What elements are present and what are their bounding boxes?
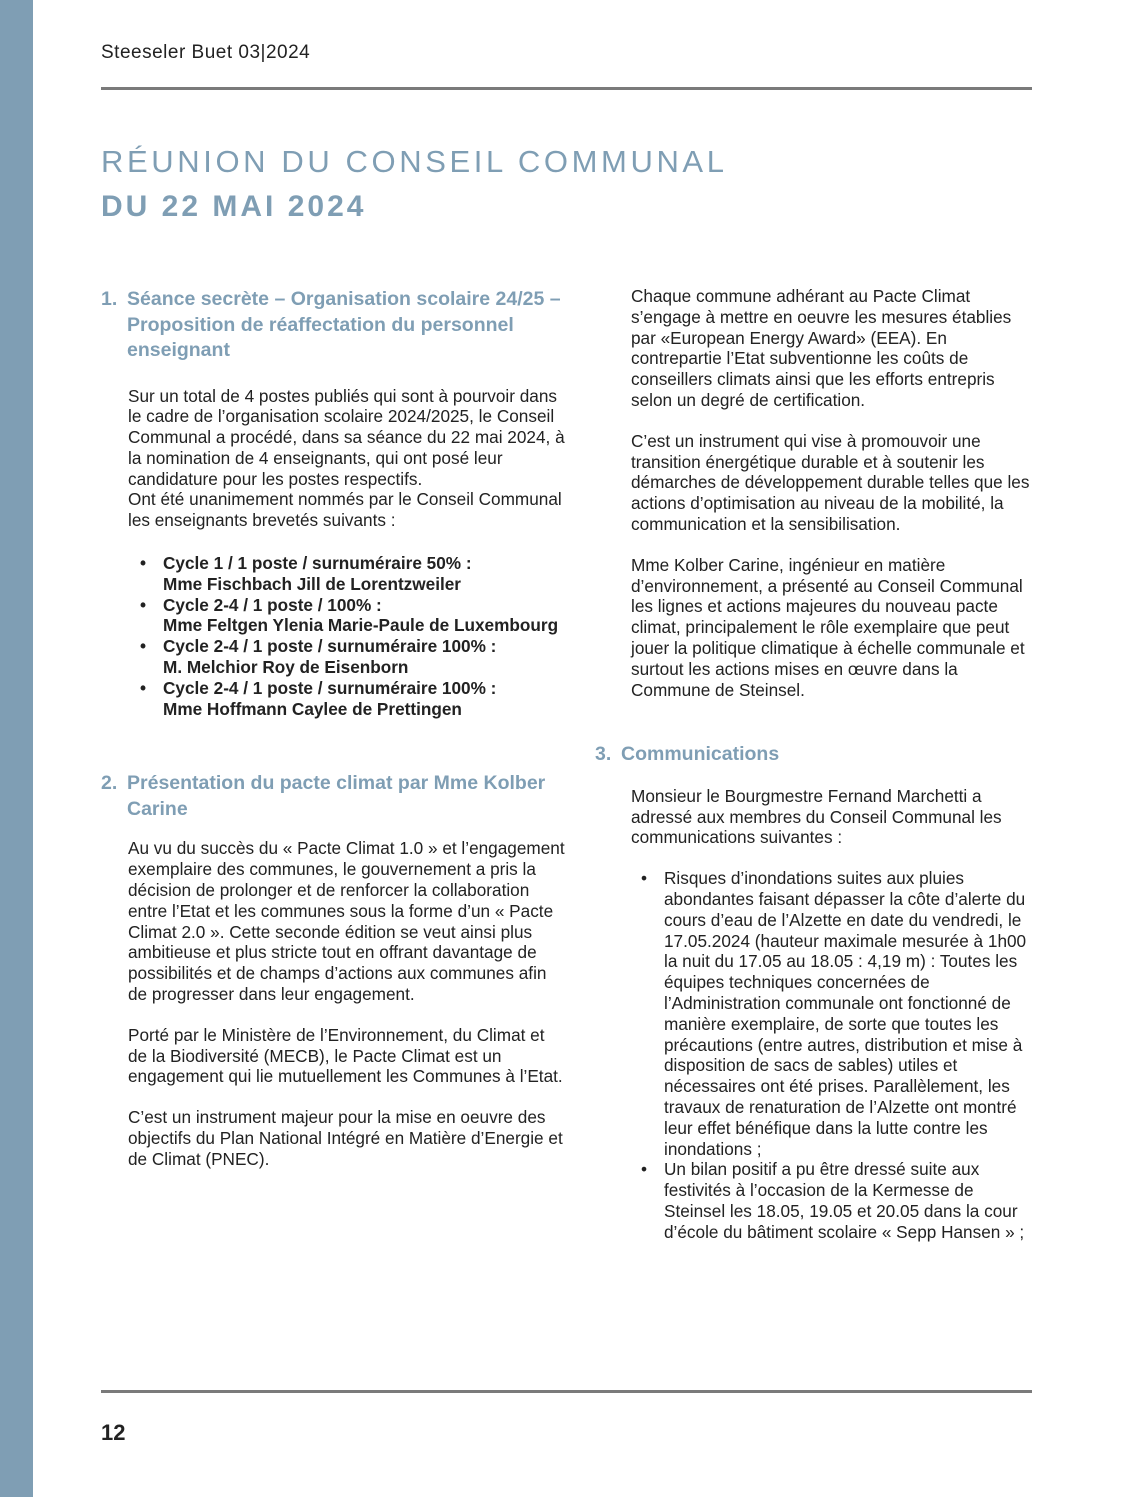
section2-paragraph: C’est un instrument majeur pour la mise en oeuvre des objectifs du Plan National Intégré en Matière d’Energie et de Climat (PNEC).	[128, 1107, 563, 1169]
list-item	[137, 678, 566, 720]
nomination-person: Mme Feltgen Ylenia Marie-Paule de Luxembourg	[163, 615, 559, 636]
section2-paragraph: Mme Kolber Carine, ingénieur en matière d’environnement, a présenté au Conseil Communal les lignes et actions majeures du nouveau pacte climat, principalement le rôle exemplaire que peut jouer la politique climatique à échelle communale et surtout les actions mises en œuvre dans la Commune de Steinsel.	[631, 554, 1025, 700]
section3-intro: Monsieur le Bourgmestre Fernand Marchetti a adressé aux membres du Conseil Communal les communications suivantes :	[631, 785, 1002, 848]
section1-heading	[101, 287, 566, 364]
section2-paragraph: Chaque commune adhérant au Pacte Climat s’engage à mettre en oeuvre les mesures établies par «European Energy Award» (EEA). En contrepartie l’Etat subventionne les coûts de conseillers climats ainsi que les efforts entrepris selon un degré de certification.	[631, 286, 1012, 410]
nomination-post: • Cycle 2-4 / 1 poste / surnuméraire 100% :	[163, 677, 497, 698]
section3-number: 3.	[595, 743, 612, 766]
list-item: • Un bilan positif a pu être dressé suite aux festivités à l’occasion de la Kermesse de Steinsel les 18.05, 19.05 et 20.05 dans la cour d’école du bâtiment scolaire « Sepp Hansen » ;	[638, 1159, 1035, 1242]
section3-heading	[595, 742, 1035, 768]
page-title-line1: RÉUNION DU CONSEIL COMMUNAL	[101, 144, 728, 179]
page-number: 12	[101, 1420, 126, 1445]
nomination-person: Mme Fischbach Jill de Lorentzweiler	[163, 573, 461, 594]
page-title-line2: DU 22 MAI 2024	[101, 190, 367, 223]
list-item: • Risques d’inondations suites aux pluies abondantes faisant dépasser la côte d’alerte du cours d’eau de l’Alzette en date du vendredi, le 17.05.2024 (hauteur maximale mesurée à 1h00 la nuit du 17.05 au 18.05 : 4,19 m) : Toutes les équipes techniques concernées de l’Administration communale ont fonctionné de manière exemplaire, de sorte que toutes les précautions (entre autres, distribution et mise à disposition de sacs de sables) utiles et nécessaires ont été prises. Parallèlement, les travaux de renaturation de l’Alzette ont montré leur effet bénéfique dans la lutte contre les inondations ;	[638, 868, 1035, 1159]
section1-intro: Sur un total de 4 postes publiés qui sont à pourvoir dans le cadre de l’organisation scolaire 2024/2025, le Conseil Communal a procédé, dans sa séance du 22 mai 2024, à la nomination de 4 enseignants, qui ont posé leur candidature pour les postes respectifs.	[128, 385, 565, 489]
publication-header: Steeseler Buet 03|2024	[101, 42, 311, 63]
nomination-person: Mme Hoffmann Caylee de Prettingen	[163, 698, 462, 719]
list-item	[137, 595, 566, 637]
nomination-person: M. Melchior Roy de Eisenborn	[163, 657, 409, 678]
list-item	[137, 636, 566, 678]
footer-divider	[101, 1390, 1032, 1393]
left-column	[101, 287, 566, 1170]
section2-paragraph: Porté par le Ministère de l’Environnement, du Climat et de la Biodiversité (MECB), le Pacte Climat est un engagement qui lie mutuellement les Communes à l’Etat.	[128, 1024, 563, 1087]
list-item	[137, 553, 566, 595]
nomination-post: • Cycle 1 / 1 poste / surnuméraire 50% :	[163, 553, 472, 574]
section1-intro2: Ont été unanimement nommés par le Conseil Communal les enseignants brevetés suivants :	[128, 489, 562, 531]
header-divider	[101, 87, 1032, 90]
communications-list	[638, 868, 1035, 1242]
section3-title: Communications	[621, 743, 780, 766]
section2-paragraph: Au vu du succès du « Pacte Climat 1.0 » et l’engagement exemplaire des communes, le gouvernement a pris la décision de prolonger et de renforcer la collaboration entre l’Etat et les communes sous la forme d’un « Pacte Climat 2.0 ». Cette seconde édition se veut ainsi plus ambitieuse et plus stricte tout en offrant davantage de possibilités et de champs d’actions aux communes afin de progresser dans leur engagement.	[128, 838, 565, 1005]
nominations-list	[137, 553, 566, 719]
right-column	[595, 286, 1035, 1243]
section1-title: Séance secrète – Organisation scolaire 24/25 – Proposition de réaffectation du personnel enseignant	[127, 288, 561, 361]
side-color-band	[0, 0, 33, 1497]
section2-heading	[101, 771, 566, 822]
section1-number: 1.	[101, 288, 118, 310]
section2-number: 2.	[101, 772, 118, 795]
nomination-post: • Cycle 2-4 / 1 poste / 100% :	[163, 594, 382, 615]
section2-title: Présentation du pacte climat par Mme Kolber Carine	[127, 772, 546, 820]
section2-paragraph: C’est un instrument qui vise à promouvoir une transition énergétique durable et à soutenir les démarches de développement durable telles que les actions d’optimisation au niveau de la mobilité, la communication et la sensibilisation.	[631, 430, 1030, 534]
nomination-post: • Cycle 2-4 / 1 poste / surnuméraire 100% :	[163, 636, 497, 657]
